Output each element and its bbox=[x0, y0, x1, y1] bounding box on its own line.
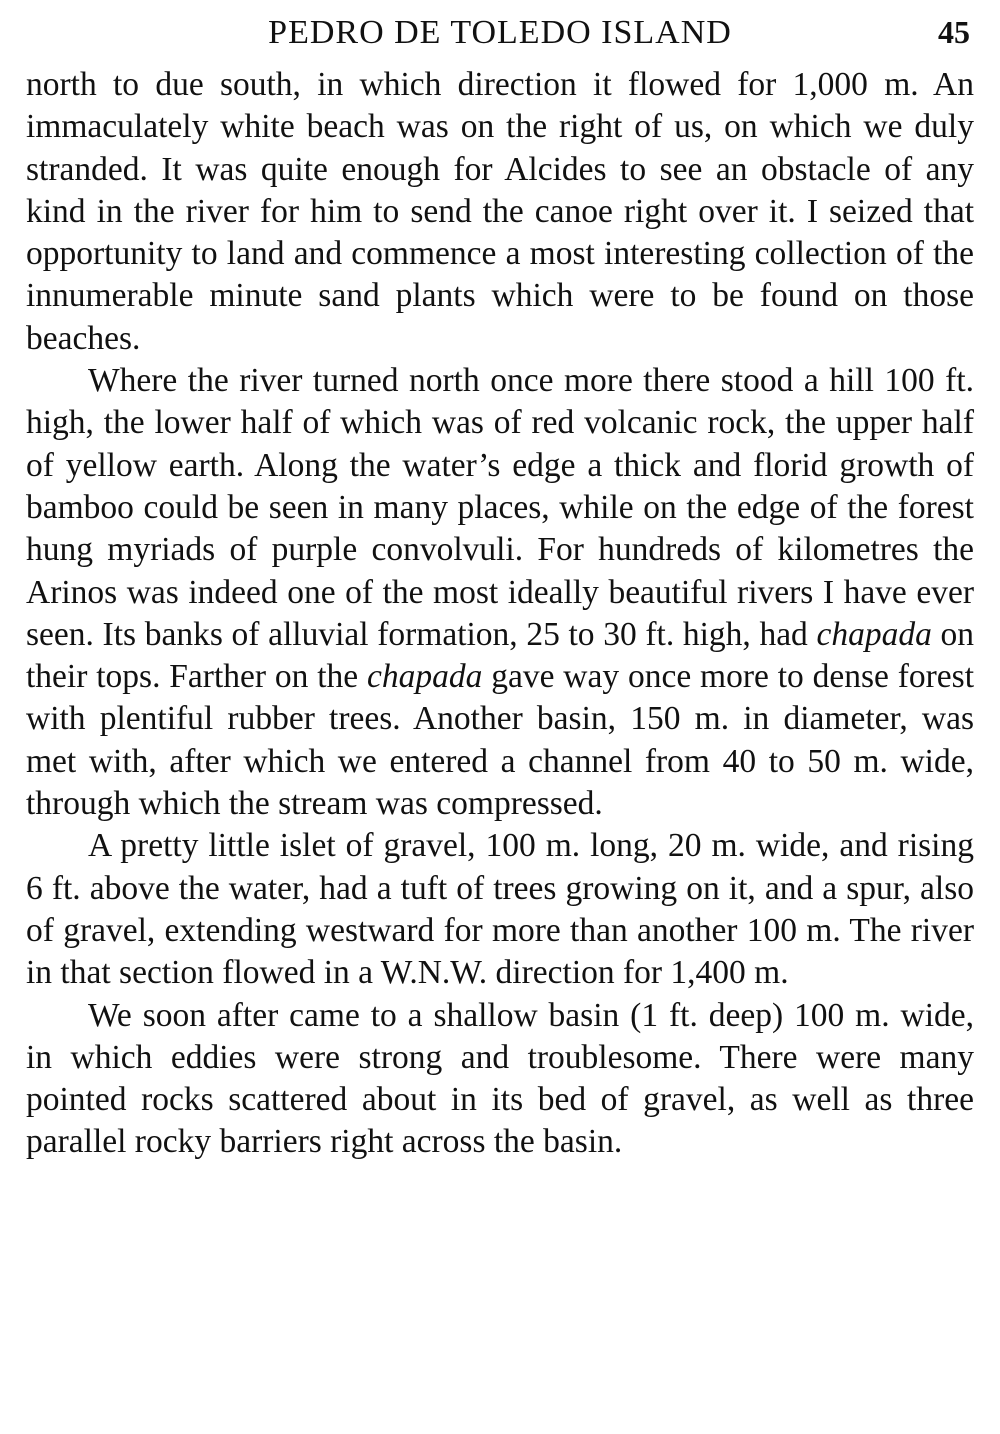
paragraph-4: We soon after came to a shallow basin (1 ft. deep) 100 m. wide, in which eddies were strong and troublesome. There were many pointed rocks scattered about in its bed of gravel, as well as three parallel rocky barriers right across the basin. bbox=[26, 996, 974, 1161]
italic-term-chapada-2: chapada bbox=[367, 658, 483, 696]
paragraph-2-text-2: on their tops. Farther on the bbox=[26, 615, 974, 696]
running-title: PEDRO DE TOLEDO ISLAND bbox=[268, 14, 732, 51]
paragraph-2-text-3: gave way once more to dense forest with plentiful rubber trees. Another basin, 150 m. in diameter, was met with, after which we entered a channel from 40 to 50 m. wide, through which the stream was compressed. bbox=[26, 658, 974, 823]
body-text bbox=[26, 64, 974, 1164]
paragraph-1: north to due south, in which direction it flowed for 1,000 m. An immaculately white beach was on the right of us, on which we duly stranded. It was quite enough for Alcides to see an obstacle of any kind in the river for him to send the canoe right over it. I seized that opportunity to land and commence a most interesting collection of the innumerable minute sand plants which were to be found on those beaches. bbox=[26, 66, 974, 357]
page-number: 45 bbox=[938, 14, 970, 50]
paragraph-3: A pretty little islet of gravel, 100 m. long, 20 m. wide, and rising 6 ft. above the water, had a tuft of trees growing on it, and a spur, also of gravel, extending westward for more than another 100 m. The river in that section flowed in a W.N.W. direction for 1,400 m. bbox=[26, 827, 974, 992]
paragraph-2 bbox=[26, 360, 974, 825]
italic-term-chapada-1: chapada bbox=[816, 615, 932, 653]
running-header bbox=[26, 10, 974, 56]
paragraph-2-text-1: Where the river turned north once more there stood a hill 100 ft. high, the lower half of which was of red volcanic rock, the upper half of yellow earth. Along the water’s edge a thick and florid growth of bamboo could be seen in many places, while on the edge of the forest hung myriads of purple convolvuli. For hundreds of kilometres the Arinos was indeed one of the most ideally beautiful rivers I have ever seen. Its banks of alluvial formation, 25 to 30 ft. high, had bbox=[26, 362, 974, 653]
